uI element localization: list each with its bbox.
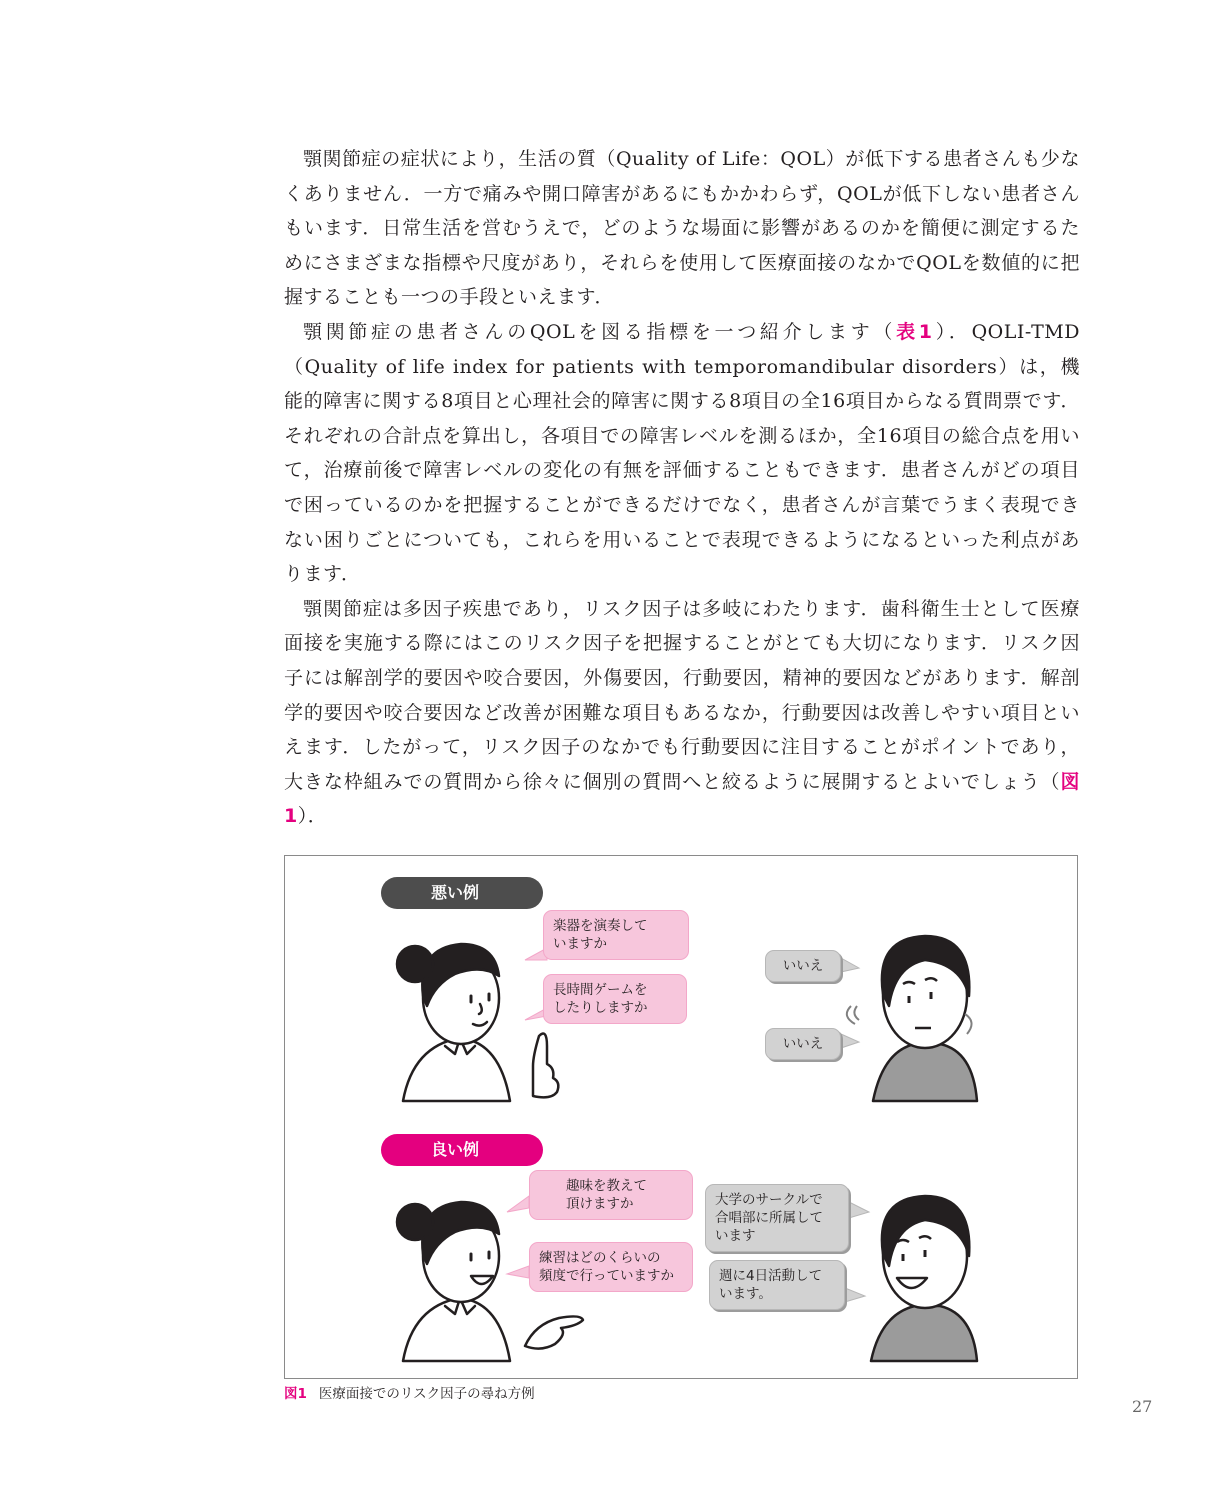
interviewer-illustration-bad <box>397 944 558 1101</box>
paragraph-3-text-a: 顎関節症は多因子疾患であり，リスク因子は多岐にわたります．歯科衛生士として医療面接を実施する際にはこのリスク因子を把握することがとても大切になります．リスク因子には解剖学的要因や咬合要因，外傷要因，行動要因，精神的要因などがあります．解剖学的要因や咬合要因など改善が困難な項目もあるなか，行動要因は改善しやすい項目といえます．したがって，リスク因子のなかでも行動要因に注目することがポイントであり，大きな枠組みでの質問から徐々に個別の質問へと絞るように展開するとよいでしょう（ <box>284 597 1080 793</box>
patient-illustration-bad <box>847 936 977 1101</box>
bubble-tail <box>849 1202 869 1218</box>
answer-bubble: 大学のサークルで 合唱部に所属して います <box>705 1184 849 1252</box>
good-example-label: 良い例 <box>381 1134 543 1166</box>
answer-bubble: 週に4日活動して います。 <box>709 1260 845 1310</box>
paragraph-2 <box>284 315 1080 592</box>
question-bubble: 練習はどのくらいの 頻度で行っていますか <box>529 1242 693 1292</box>
paragraph-2-text-a: 顎関節症の患者さんのQOLを図る指標を一つ紹介します（ <box>303 320 897 343</box>
figure-caption-text: 医療面接でのリスク因子の尋ね方例 <box>318 1386 535 1402</box>
figure-caption-label: 図1 <box>284 1386 307 1402</box>
bubble-tail <box>841 958 859 972</box>
body-text <box>284 142 1080 834</box>
page-number: 27 <box>1132 1397 1153 1416</box>
figure-1-reference: 図1 <box>284 770 1080 828</box>
patient-illustration-good <box>871 1196 977 1361</box>
figure-1 <box>284 855 1078 1379</box>
bubble-tail <box>507 1196 529 1212</box>
answer-bubble: いいえ <box>765 1028 841 1060</box>
bubble-tail <box>841 1034 859 1048</box>
question-bubble: 楽器を演奏して いますか <box>543 910 689 960</box>
bubble-tail <box>507 1266 529 1278</box>
paragraph-2-text-b: ）．QOLI-TMD（Quality of life index for patients with temporomandibular disorders）は，機能的障害に関する8項目と心理社会的障害に関する8項目の全16項目からなる質問票です．それぞれの合計点を算出し，各項目での障害レベルを測るほか，全16項目の総合点を用いて，治療前後で障害レベルの変化の有無を評価することもできます．患者さんがどの項目で困っているのかを把握することができるだけでなく，患者さんが言葉でうまく表現できない困りごとについても，これらを用いることで表現できるようになるといった利点があります． <box>284 320 1080 586</box>
table-1-reference: 表1 <box>896 320 933 343</box>
bad-example-label: 悪い例 <box>381 877 543 909</box>
question-bubble: 趣味を教えて 頂けますか <box>529 1170 693 1220</box>
bubble-tail <box>845 1288 865 1302</box>
figure-caption <box>284 1382 535 1402</box>
paragraph-3-text-b: ）． <box>297 805 328 828</box>
question-bubble: 長時間ゲームを したりしますか <box>543 974 687 1024</box>
paragraph-1: 顎関節症の症状により，生活の質（Quality of Life：QOL）が低下する患者さんも少なくありません．一方で痛みや開口障害があるにもかかわらず，QOLが低下しない患者さんもいます．日常生活を営むうえで，どのような場面に影響があるのかを簡便に測定するためにさまざまな指標や尺度があり，それらを使用して医療面接のなかでQOLを数値的に把握することも一つの手段といえます． <box>284 148 1080 309</box>
paragraph-3 <box>284 592 1080 834</box>
answer-bubble: いいえ <box>765 950 841 982</box>
